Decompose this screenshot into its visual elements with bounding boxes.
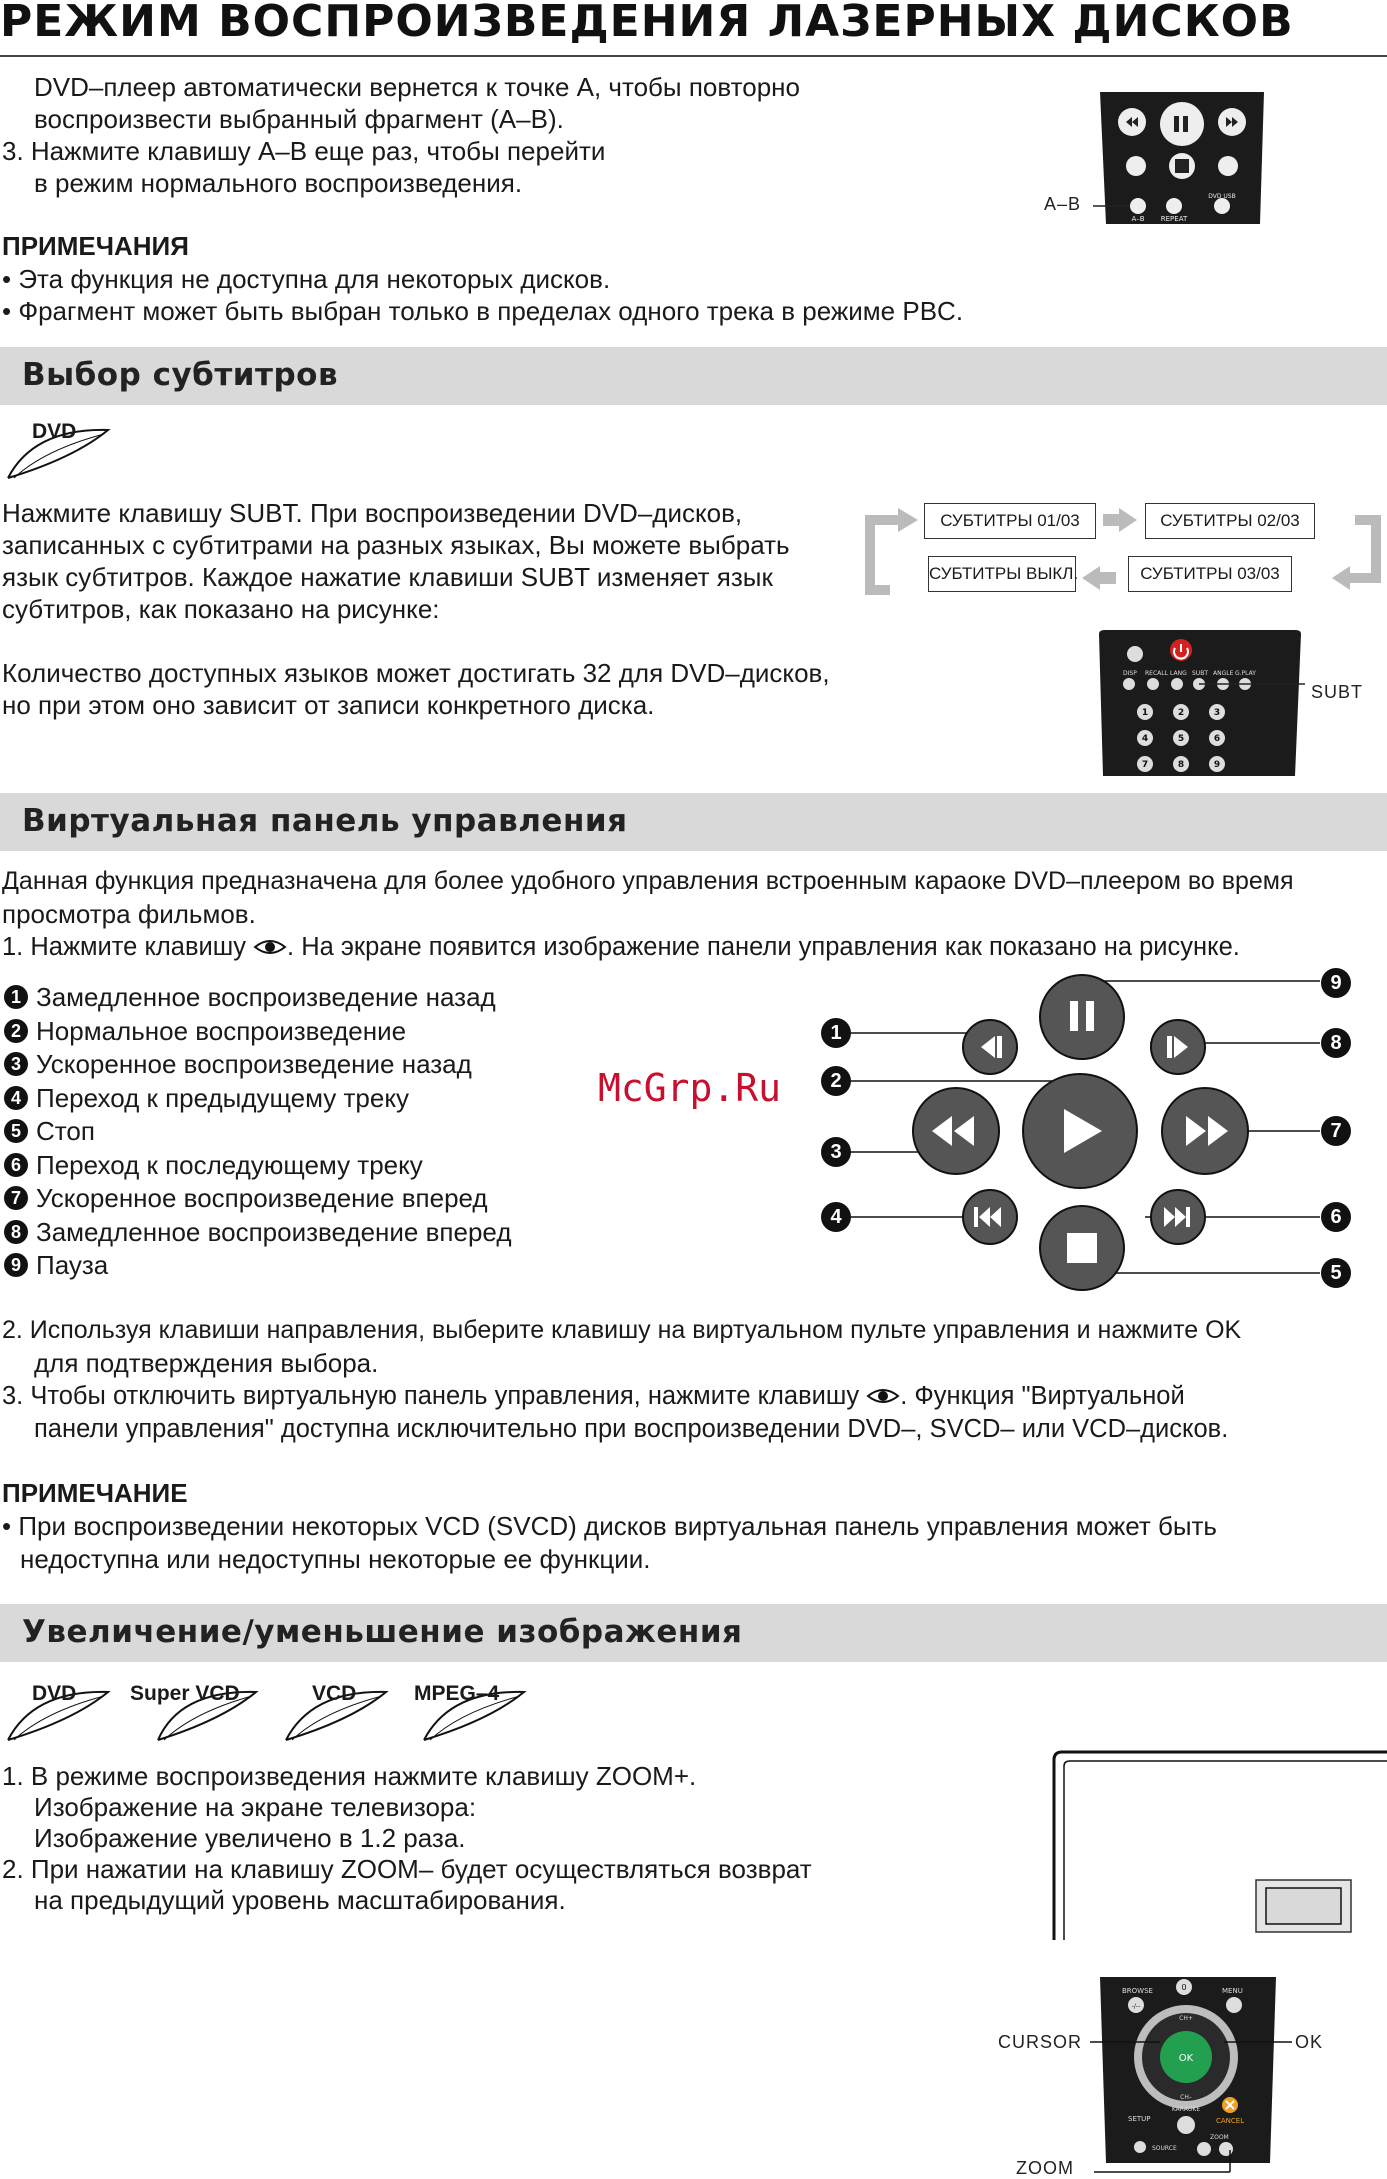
step-text: 1. Нажмите клавишу	[2, 933, 246, 961]
number-badge: 1	[4, 985, 28, 1009]
item-text: Ускоренное воспроизведение назад	[36, 1049, 472, 1079]
svcd-disc-logo	[130, 1680, 260, 1744]
title-rule	[0, 55, 1387, 57]
number-badge: 5	[4, 1119, 28, 1143]
item-text: Замедленное воспроизведение вперед	[36, 1216, 512, 1247]
virtual-intro: просмотра фильмов.	[2, 899, 256, 929]
subtitles-text: Нажмите клавишу SUBT. При воспроизведении DVD–дисков,	[2, 498, 743, 528]
section-virtual-panel	[0, 793, 1387, 851]
remote-label: OK	[1178, 2053, 1194, 2064]
remote-label: LANG	[1170, 670, 1187, 677]
item-text: Пауза	[36, 1250, 109, 1280]
subtitles-text: язык субтитров. Каждое нажатие клавиши SUBT изменяет язык	[2, 562, 773, 592]
subtitle-cycle-diagram	[860, 500, 1385, 600]
intro-line: DVD–плеер автоматически вернется к точке А, чтобы повторно	[34, 72, 800, 102]
number-badge: 4	[4, 1086, 28, 1110]
remote-label: CANCEL	[1216, 2117, 1245, 2125]
callout-number-7: 7	[1321, 1116, 1351, 1146]
virtual-item	[4, 1082, 409, 1115]
subtitles-text: субтитров, как показано на рисунке:	[2, 594, 440, 624]
item-text: Стоп	[36, 1116, 95, 1146]
note-text: недоступна или недоступны некоторые ее функции.	[20, 1544, 651, 1574]
remote-label: KARAOKE	[1171, 2106, 1201, 2113]
section-title: Выбор субтитров	[22, 357, 339, 393]
virtual-panel-diagram	[800, 965, 1360, 1295]
disc-label: VCD	[312, 1682, 357, 1705]
cursor-callout: CURSOR	[998, 2032, 1083, 2052]
vcd-disc-logo	[282, 1680, 392, 1744]
number-badge: 3	[4, 1052, 28, 1076]
subtitle-state-box: СУБТИТРЫ 01/03	[924, 503, 1096, 539]
remote-label: DVD USB	[1208, 193, 1236, 200]
watermark: McGrp.Ru	[598, 1066, 782, 1110]
step-text: . Функция "Виртуальной	[900, 1382, 1185, 1410]
page-title: РЕЖИМ ВОСПРОИЗВЕДЕНИЯ ЛАЗЕРНЫХ ДИСКОВ	[0, 0, 1294, 47]
section-title: Увеличение/уменьшение изображения	[22, 1614, 743, 1650]
dvd-disc-logo	[4, 1680, 114, 1744]
remote-digit: 7	[1141, 760, 1149, 770]
remote-digit: 5	[1177, 734, 1185, 744]
callout-number-4: 4	[821, 1202, 851, 1232]
zoom-text: 2. При нажатии на клавишу ZOOM– будет осуществляться возврат	[2, 1854, 812, 1884]
virtual-item	[4, 1048, 472, 1081]
disc-label: DVD	[32, 420, 77, 443]
remote-label: ANGLE	[1213, 670, 1234, 677]
virtual-item	[4, 1249, 108, 1282]
remote-label: CH–	[1180, 2094, 1192, 2101]
callout-number-3: 3	[821, 1137, 851, 1167]
virtual-item	[4, 1115, 95, 1148]
intro-line: 3. Нажмите клавишу A–B еще раз, чтобы перейти	[2, 136, 606, 166]
item-text: Ускоренное воспроизведение вперед	[36, 1183, 488, 1213]
remote-label: CH+	[1179, 2015, 1193, 2022]
section-subtitles	[0, 347, 1387, 405]
remote-label: SUBT	[1192, 670, 1208, 677]
virtual-item	[4, 1216, 512, 1249]
step-text: . На экране появится изображение панели управления как показано на рисунке.	[287, 933, 1240, 961]
remote-digit: 6	[1213, 734, 1221, 744]
step-text: 3. Чтобы отключить виртуальную панель управления, нажмите клавишу	[2, 1382, 860, 1410]
subt-callout: SUBT	[1311, 682, 1364, 702]
virtual-intro: Данная функция предназначена для более удобного управления встроенным караоке DVD–плеером во время	[2, 867, 1294, 895]
remote-digit: 1	[1141, 708, 1149, 718]
subtitles-text: Количество доступных языков может достигать 32 для DVD–дисков,	[2, 658, 830, 688]
note-text: • При воспроизведении некоторых VCD (SVCD) дисков виртуальная панель управления может быть	[2, 1511, 1217, 1541]
subtitles-text: записанных с субтитрами на разных языках, Вы можете выбрать	[2, 530, 790, 560]
remote-label: 0	[1181, 1983, 1187, 1992]
remote-label: A–B	[1131, 215, 1145, 223]
callout-number-5: 5	[1321, 1258, 1351, 1288]
zoom-text: на предыдущий уровень масштабирования.	[34, 1885, 566, 1915]
virtual-step3	[2, 1380, 1185, 1413]
remote-digit: 2	[1177, 708, 1185, 718]
notes-heading: ПРИМЕЧАНИЯ	[2, 231, 189, 261]
remote-digit: 9	[1213, 760, 1221, 770]
notes-item: • Эта функция не доступна для некоторых дисков.	[2, 264, 611, 294]
zoom-text: Изображение на экране телевизора:	[34, 1792, 477, 1822]
pause-button-shape	[1040, 975, 1124, 1059]
disc-label: Super VCD	[130, 1682, 240, 1705]
remote-subt-illustration	[1095, 628, 1305, 778]
eye-icon	[866, 1382, 900, 1402]
item-text: Замедленное воспроизведение назад	[36, 982, 496, 1012]
tv-screen-illustration	[1050, 1750, 1387, 1940]
section-zoom	[0, 1604, 1387, 1662]
remote-digit: 4	[1141, 734, 1149, 744]
remote-label: SOURCE	[1152, 2145, 1177, 2152]
subtitle-state-box: СУБТИТРЫ ВЫКЛ.	[928, 556, 1076, 592]
note-heading: ПРИМЕЧАНИЕ	[2, 1478, 188, 1508]
virtual-item	[4, 1149, 423, 1182]
number-badge: 6	[4, 1153, 28, 1177]
remote-label: REPEAT	[1160, 215, 1188, 223]
callout-number-9: 9	[1321, 968, 1351, 998]
virtual-step3: панели управления" доступна исключительно при воспроизведении DVD–, SVCD– или VCD–дисков.	[34, 1415, 1229, 1443]
remote-label: G.PLAY	[1235, 670, 1256, 677]
subtitle-state-box: СУБТИТРЫ 03/03	[1128, 556, 1292, 592]
virtual-step1	[2, 931, 1240, 964]
remote-digit: 3	[1213, 708, 1221, 718]
number-badge: 2	[4, 1019, 28, 1043]
section-title: Виртуальная панель управления	[22, 803, 628, 839]
callout-number-8: 8	[1321, 1028, 1351, 1058]
disc-label: DVD	[32, 1682, 77, 1705]
callout-number-2: 2	[821, 1066, 851, 1096]
mpeg4-disc-logo	[410, 1680, 530, 1744]
disc-label: MPEG–4	[414, 1682, 500, 1705]
subtitle-state-box: СУБТИТРЫ 02/03	[1145, 503, 1315, 539]
zoom-text: 1. В режиме воспроизведения нажмите клавишу ZOOM+.	[2, 1761, 697, 1791]
intro-line: в режим нормального воспроизведения.	[34, 168, 523, 198]
remote-label: MENU	[1222, 1987, 1243, 1995]
number-badge: 9	[4, 1253, 28, 1277]
number-badge: 7	[4, 1186, 28, 1210]
remote-label: DISP	[1123, 670, 1137, 677]
remote-label: -/--	[1131, 2003, 1141, 2010]
item-text: Нормальное воспроизведение	[36, 1015, 407, 1046]
ab-callout: A–B	[1044, 194, 1082, 214]
item-text: Переход к последующему треку	[36, 1149, 423, 1180]
remote-digit: 8	[1177, 760, 1185, 770]
intro-line: воспроизвести выбранный фрагмент (A–B).	[34, 104, 564, 134]
zoom-text: Изображение увеличено в 1.2 раза.	[34, 1823, 466, 1853]
number-badge: 8	[4, 1220, 28, 1244]
remote-label: RECALL	[1145, 670, 1168, 677]
notes-item: • Фрагмент может быть выбран только в пределах одного трека в режиме PBC.	[2, 296, 964, 326]
virtual-step2: 2. Используя клавиши направления, выберите клавишу на виртуальном пульте управления и нажмите OK	[2, 1316, 1242, 1344]
virtual-item	[4, 981, 496, 1014]
subtitles-text: но при этом оно зависит от записи конкретного диска.	[2, 690, 655, 720]
virtual-item	[4, 1015, 406, 1048]
dvd-disc-logo	[4, 418, 114, 482]
zoom-callout: ZOOM	[1016, 2158, 1074, 2178]
ok-callout: OK	[1295, 2032, 1324, 2052]
remote-label: ZOOM	[1210, 2134, 1229, 2141]
eye-icon	[253, 933, 287, 953]
item-text: Переход к предыдущему треку	[36, 1082, 409, 1113]
remote-label: SETUP	[1128, 2115, 1151, 2123]
callout-number-1: 1	[821, 1018, 851, 1048]
virtual-step2: для подтверждения выбора.	[34, 1348, 379, 1378]
virtual-item	[4, 1182, 488, 1215]
remote-label: BROWSE	[1122, 1987, 1153, 1995]
callout-number-6: 6	[1321, 1202, 1351, 1232]
